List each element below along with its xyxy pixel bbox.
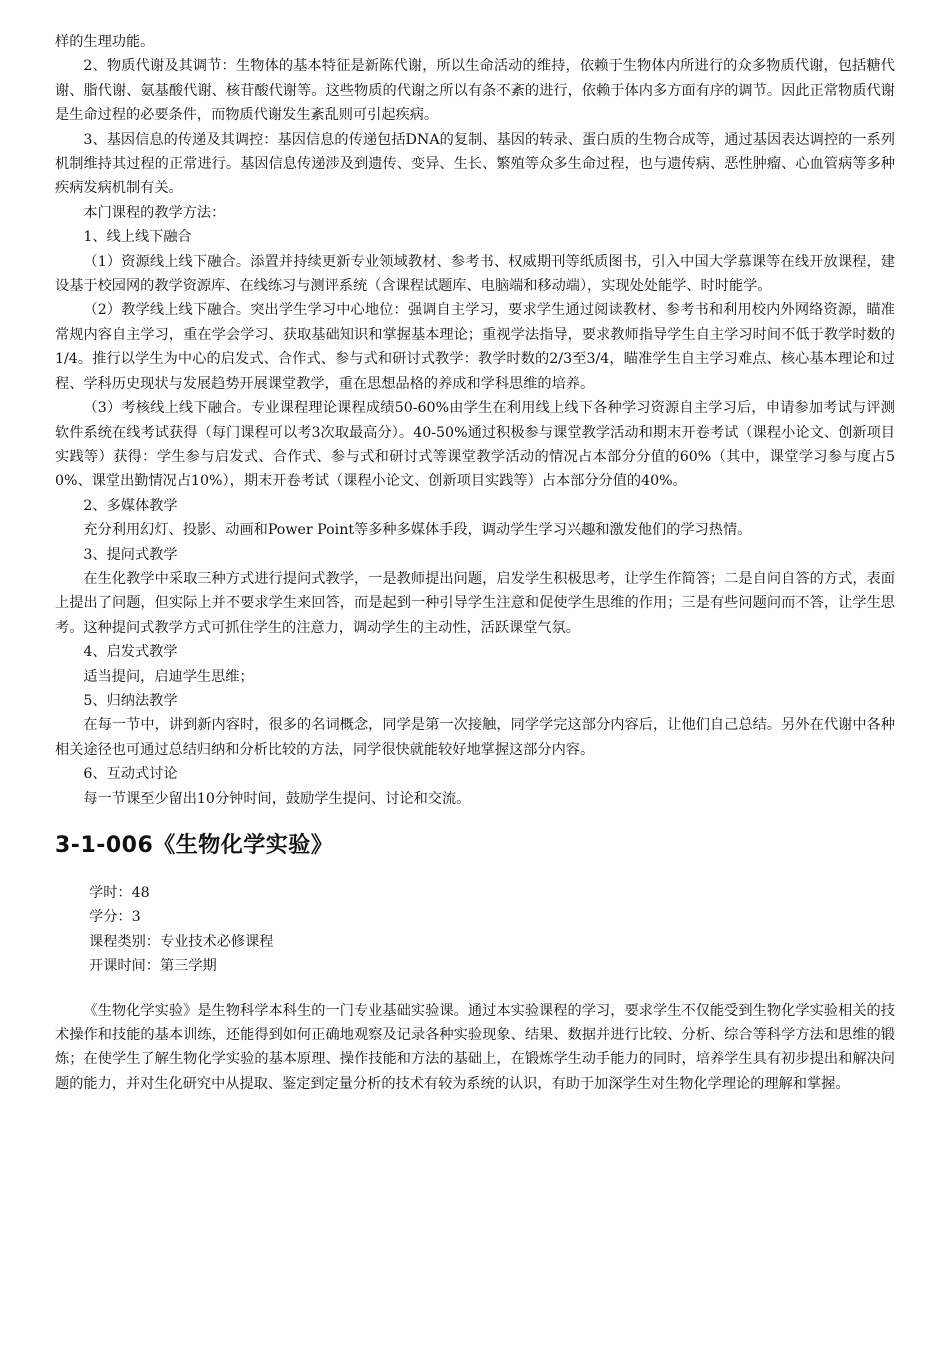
- body-paragraph: 3、基因信息的传递及其调控：基因信息的传递包括DNA的复制、基因的转录、蛋白质的生物合成等，通过基因表达调控的一系列机制维持其过程的正常进行。基因信息传递涉及到遗传、变异、生长、繁殖等众多生命过程，也与遗传病、恶性肿瘤、心血管病等多种疾病发病机制有关。: [55, 131, 895, 197]
- meta-semester: 开课时间：第三学期: [89, 958, 217, 975]
- course-description: 《生物化学实验》是生物科学本科生的一门专业基础实验课。通过本实验课程的学习，要求学生不仅能受到生物化学实验相关的技术操作和技能的基本训练，还能得到如何正确地观察及记录各种实验现象、结果、数据并进行比较、分析、综合等科学方法和思维的锻炼；在使学生了解生物化学实验的基本原理、操作技能和方法的基础上，在锻炼学生动手能力的同时，培养学生具有初步提出和解决问题的能力，并对生化研究中从提取、鉴定到定量分析的技术有较为系统的认识，有助于加深学生对生物化学理论的理解和掌握。: [55, 1002, 895, 1092]
- body-paragraph: 在生化教学中采取三种方式进行提问式教学，一是教师提出问题，启发学生积极思考，让学生作简答；二是自问自答的方式，表面上提出了问题，但实际上并不要求学生来回答，而是起到一种引导学生注意和促使学生思维的作用；三是有些问题问而不答，让学生思考。这种提问式教学方式可抓住学生的注意力，调动学生的主动性，活跃课堂气氛。: [55, 570, 895, 636]
- meta-credits: 学分：3: [89, 909, 141, 926]
- course-meta: [55, 881, 895, 979]
- body-paragraph: 1、线上线下融合: [83, 229, 192, 246]
- body-paragraph: 每一节课至少留出10分钟时间，鼓励学生提问、讨论和交流。: [83, 790, 471, 807]
- body-paragraph: 适当提问，启迪学生思维；: [83, 668, 254, 685]
- teaching-methods-section: [55, 30, 895, 811]
- meta-category: 课程类别：专业技术必修课程: [89, 933, 274, 950]
- body-paragraph: 本门课程的教学方法：: [83, 204, 226, 221]
- body-paragraph: 3、提问式教学: [83, 546, 178, 563]
- body-paragraph: 6、互动式讨论: [83, 766, 178, 783]
- body-paragraph: 充分利用幻灯、投影、动画和Power Point等多种多媒体手段，调动学生学习兴趣和激发他们的学习热情。: [83, 522, 752, 539]
- meta-hours: 学时：48: [89, 885, 150, 901]
- body-paragraph: 2、多媒体教学: [83, 497, 178, 514]
- body-paragraph: （1）资源线上线下融合。添置并持续更新专业领域教材、参考书、权威期刊等纸质图书，引入中国大学慕课等在线开放课程，建设基于校园网的教学资源库、在线练习与测评系统（含课程试题库、电脑端和移动端），实现处处能学、时时能学。: [55, 253, 895, 295]
- body-paragraph: （2）教学线上线下融合。突出学生学习中心地位：强调自主学习，要求学生通过阅读教材、参考书和利用校内外网络资源，瞄准常规内容自主学习，重在学会学习、获取基础知识和掌握基本理论；重视学法指导，要求教师指导学生自主学习时间不低于教学时数的1/4。推行以学生为中心的启发式、合作式、参与式和研讨式教学：教学时数的2/3至3/4，瞄准学生自主学习难点、核心基本理论和过程、学科历史现状与发展趋势开展课堂教学，重在思想品格的养成和学科思维的培养。: [55, 302, 895, 392]
- body-paragraph: 2、物质代谢及其调节：生物体的基本特征是新陈代谢，所以生命活动的维持，依赖于生物体内所进行的众多物质代谢，包括糖代谢、脂代谢、氨基酸代谢、核苷酸代谢等。这些物质的代谢之所以有条不紊的进行，依赖于体内多方面有序的调节。因此正常物质代谢是生命过程的必要条件，而物质代谢发生紊乱则可引起疾病。: [55, 58, 895, 124]
- body-paragraph: 样的生理功能。: [55, 34, 155, 50]
- body-paragraph: 在每一节中，讲到新内容时，很多的名词概念，同学是第一次接触，同学学完这部分内容后，让他们自己总结。另外在代谢中各种相关途径也可通过总结归纳和分析比较的方法，同学很快就能较好地掌握这部分内容。: [55, 717, 895, 758]
- body-paragraph: （3）考核线上线下融合。专业课程理论课程成绩50-60%由学生在利用线上线下各种学习资源自主学习后，申请参加考试与评测软件系统在线考试获得（每门课程可以考3次取最高分）。40-50%通过积极参与课堂教学活动和期末开卷考试（课程小论文、创新项目实践等）获得：学生参与启发式、合作式、参与式和研讨式等课堂教学活动的情况占本部分分值的60%（其中，课堂学习参与度占50%、课堂出勤情况占10%），期末开卷考试（课程小论文、创新项目实践等）占本部分分值的40%。: [55, 400, 895, 490]
- body-paragraph: 4、启发式教学: [83, 644, 178, 661]
- section-heading: 3-1-006《生物化学实验》: [55, 833, 334, 858]
- document-page: [55, 30, 895, 1096]
- body-paragraph: 5、归纳法教学: [83, 692, 178, 709]
